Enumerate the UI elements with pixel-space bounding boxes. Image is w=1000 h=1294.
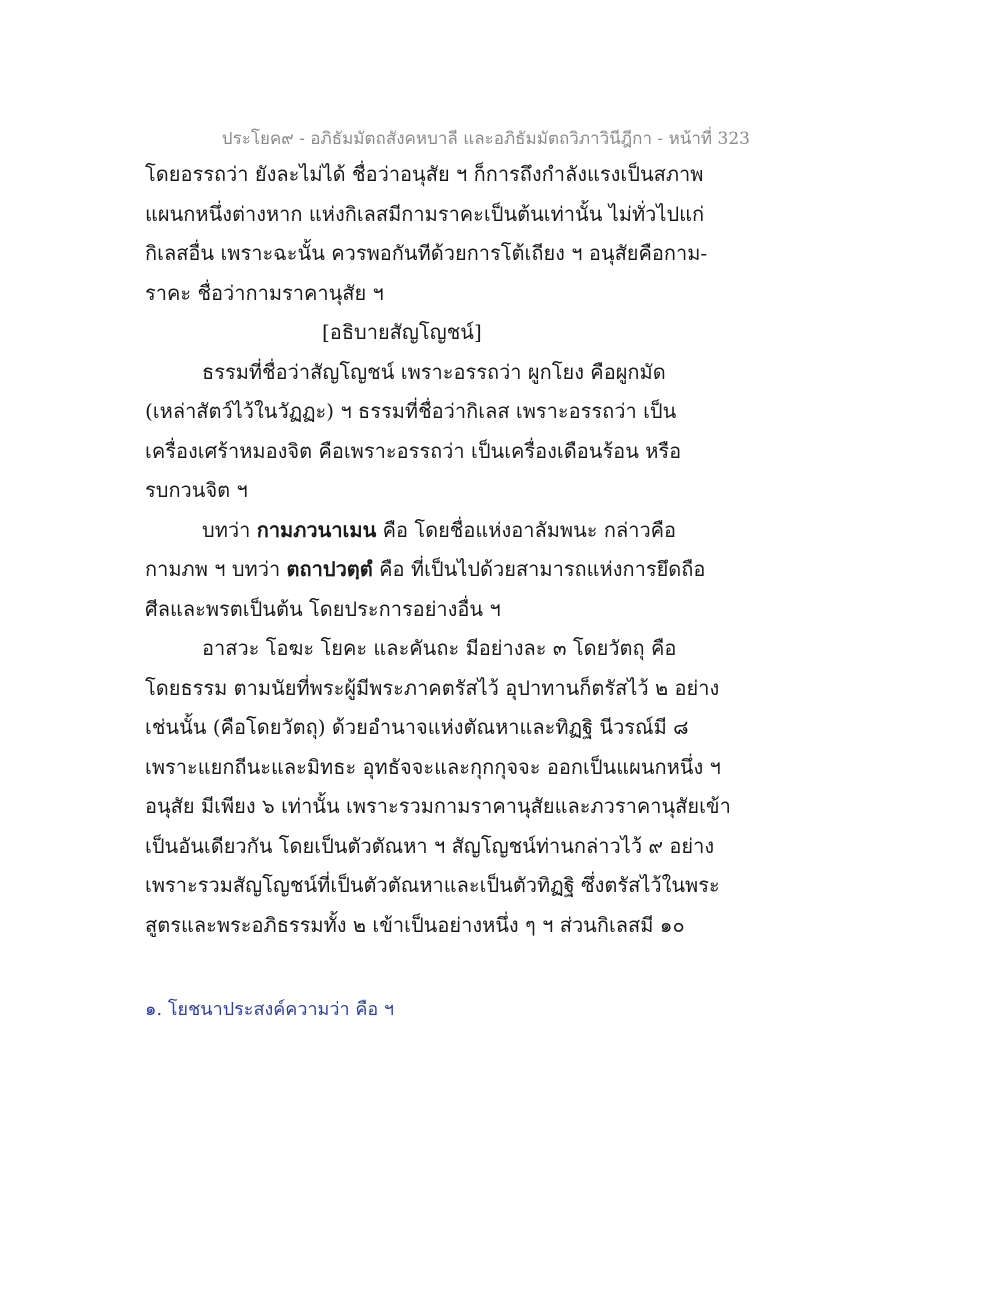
body-text — [145, 155, 765, 945]
text-segment: บทว่า — [202, 517, 257, 542]
text-line — [145, 511, 765, 551]
text-line — [145, 550, 765, 590]
text-line: กิเลสอื่น เพราะฉะนั้น ควรพอกันทีด้วยการโต้เถียง ฯ อนุสัยคือกาม- — [145, 241, 708, 265]
text-line: โดยอรรถว่า ยังละไม่ได้ ชื่อว่าอนุสัย ฯ ก็การถึงกำลังแรงเป็นสภาพ — [145, 162, 704, 186]
text-line: เช่นนั้น (คือโดยวัตถุ) ด้วยอำนาจแห่งตัณหาและทิฏฐิ นีวรณ์มี ๘ — [145, 715, 689, 739]
text-line: เป็นอันเดียวกัน โดยเป็นตัวตัณหา ฯ สัญโญชน์ท่านกล่าวไว้ ๙ อย่าง — [145, 833, 715, 858]
text-segment: กามภพ ฯ บทว่า — [145, 557, 287, 581]
text-line: สูตรและพระอภิธรรมทั้ง ๒ เข้าเป็นอย่างหนึ่ง ๆ ฯ ส่วนกิเลสมี ๑๐ — [145, 912, 685, 937]
bold-term: กามภวนาเมน — [256, 517, 377, 542]
text-line: รบกวนจิต ฯ — [145, 478, 248, 502]
section-heading: [อธิบายสัญโญชน์] — [322, 320, 482, 344]
footnote: ๑. โยชนาประสงค์ความว่า คือ ฯ — [145, 999, 395, 1020]
text-line: ราคะ ชื่อว่ากามราคานุสัย ฯ — [145, 280, 384, 305]
text-line: แผนกหนึ่งต่างหาก แห่งกิเลสมีกามราคะเป็นต้นเท่านั้น ไม่ทั่วไปแก่ — [145, 201, 705, 226]
text-segment: คือ โดยชื่อแห่งอาลัมพนะ กล่าวคือ — [376, 517, 677, 542]
text-line: เครื่องเศร้าหมองจิต คือเพราะอรรถว่า เป็นเครื่องเดือนร้อน หรือ — [145, 438, 682, 463]
text-line: อาสวะ โอฆะ โยคะ และคันถะ มีอย่างละ ๓ โดยวัตถุ คือ — [202, 636, 677, 660]
bold-term: ตถาปวตฺตํ — [286, 557, 373, 581]
text-line: (เหล่าสัตว์ไว้ในวัฏฏะ) ฯ ธรรมที่ชื่อว่ากิเลส เพราะอรรถว่า เป็น — [145, 399, 677, 423]
text-line: ธรรมที่ชื่อว่าสัญโญชน์ เพราะอรรถว่า ผูกโยง คือผูกมัด — [202, 359, 666, 384]
text-line: อนุสัย มีเพียง ๖ เท่านั้น เพราะรวมกามราคานุสัยและภวราคานุสัยเข้า — [145, 794, 731, 818]
text-line: เพราะรวมสัญโญชน์ที่เป็นตัวตัณหาและเป็นตัวทิฏฐิ ซึ่งตรัสไว้ในพระ — [145, 873, 720, 897]
text-line: โดยธรรม ตามนัยที่พระผู้มีพระภาคตรัสไว้ อุปาทานก็ตรัสไว้ ๒ อย่าง — [145, 675, 720, 700]
text-line: ศีลและพรตเป็นต้น โดยประการอย่างอื่น ฯ — [145, 596, 501, 621]
page-header: ประโยค๙ - อภิธัมมัตถสังคหบาลี และอภิธัมมัตถวิภาวินีฎีกา - หน้าที่ 323 — [221, 129, 750, 149]
text-line: เพราะแยกถีนะและมิทธะ อุทธัจจะและกุกกุจจะ ออกเป็นแผนกหนึ่ง ฯ — [145, 754, 721, 779]
text-segment: คือ ที่เป็นไปด้วยสามารถแห่งการยึดถือ — [372, 557, 706, 581]
